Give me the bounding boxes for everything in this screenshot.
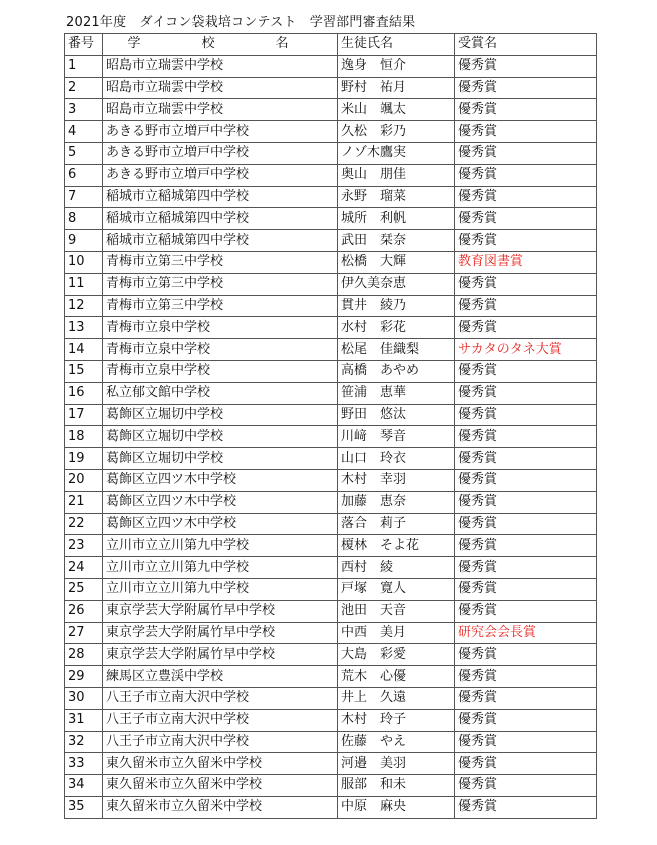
table-row (65, 731, 597, 753)
cell-school: 東京学芸大学附属竹早中学校 (103, 600, 338, 622)
cell-award: 優秀賞 (455, 491, 597, 513)
cell-student-name: 伊久美奈恵 (338, 273, 455, 295)
cell-school: 稲城市立稲城第四中学校 (103, 208, 338, 230)
cell-school: 青梅市立第三中学校 (103, 295, 338, 317)
cell-number: 9 (65, 230, 103, 252)
cell-number: 25 (65, 578, 103, 600)
cell-student-name: 逸身 恒介 (338, 55, 455, 77)
cell-award: サカタのタネ大賞 (455, 339, 597, 361)
table-row (65, 535, 597, 557)
cell-student-name: 川﨑 琴音 (338, 426, 455, 448)
cell-award: 優秀賞 (455, 469, 597, 491)
cell-number: 29 (65, 666, 103, 688)
cell-school: 八王子市立南大沢中学校 (103, 687, 338, 709)
cell-school: 東京学芸大学附属竹早中学校 (103, 644, 338, 666)
cell-student-name: 武田 栞奈 (338, 230, 455, 252)
cell-school: 八王子市立南大沢中学校 (103, 731, 338, 753)
cell-award: 優秀賞 (455, 77, 597, 99)
cell-number: 17 (65, 404, 103, 426)
cell-school: 葛飾区立堀切中学校 (103, 404, 338, 426)
cell-school: 練馬区立豊渓中学校 (103, 666, 338, 688)
cell-school: 葛飾区立四ツ木中学校 (103, 491, 338, 513)
cell-school: 立川市立立川第九中学校 (103, 535, 338, 557)
cell-number: 1 (65, 55, 103, 77)
cell-school: 私立郁文館中学校 (103, 382, 338, 404)
cell-student-name: 戸塚 寛人 (338, 578, 455, 600)
table-row (65, 469, 597, 491)
cell-school: 東久留米市立久留米中学校 (103, 796, 338, 818)
results-table (64, 33, 597, 819)
cell-award: 研究会会長賞 (455, 622, 597, 644)
table-row (65, 317, 597, 339)
table-body (65, 55, 597, 818)
cell-number: 28 (65, 644, 103, 666)
cell-number: 2 (65, 77, 103, 99)
cell-school: 葛飾区立堀切中学校 (103, 448, 338, 470)
header-student-name: 生徒氏名 (338, 34, 455, 56)
cell-student-name: 西村 綾 (338, 557, 455, 579)
cell-school: 立川市立立川第九中学校 (103, 578, 338, 600)
cell-award: 優秀賞 (455, 666, 597, 688)
header-number: 番号 (65, 34, 103, 56)
cell-award: 優秀賞 (455, 273, 597, 295)
cell-student-name: 河邉 美羽 (338, 753, 455, 775)
cell-number: 11 (65, 273, 103, 295)
cell-number: 21 (65, 491, 103, 513)
cell-number: 12 (65, 295, 103, 317)
cell-award: 優秀賞 (455, 295, 597, 317)
cell-number: 19 (65, 448, 103, 470)
cell-student-name: 山口 玲衣 (338, 448, 455, 470)
cell-student-name: 中西 美月 (338, 622, 455, 644)
cell-number: 24 (65, 557, 103, 579)
cell-award: 優秀賞 (455, 208, 597, 230)
cell-student-name: 落合 莉子 (338, 513, 455, 535)
cell-school: 青梅市立第三中学校 (103, 273, 338, 295)
cell-school: 青梅市立泉中学校 (103, 360, 338, 382)
cell-award: 優秀賞 (455, 513, 597, 535)
cell-number: 30 (65, 687, 103, 709)
cell-award: 優秀賞 (455, 644, 597, 666)
cell-student-name: 松尾 佳織梨 (338, 339, 455, 361)
cell-student-name: 大島 彩愛 (338, 644, 455, 666)
cell-award: 優秀賞 (455, 731, 597, 753)
table-row (65, 77, 597, 99)
table-header (65, 34, 597, 56)
cell-number: 14 (65, 339, 103, 361)
table-row (65, 687, 597, 709)
cell-student-name: 奥山 朋佳 (338, 164, 455, 186)
cell-student-name: 米山 颯太 (338, 99, 455, 121)
cell-award: 優秀賞 (455, 404, 597, 426)
cell-school: 葛飾区立四ツ木中学校 (103, 513, 338, 535)
table-row (65, 273, 597, 295)
table-row (65, 644, 597, 666)
cell-award: 優秀賞 (455, 317, 597, 339)
cell-student-name: 木村 幸羽 (338, 469, 455, 491)
cell-number: 32 (65, 731, 103, 753)
cell-number: 20 (65, 469, 103, 491)
cell-number: 26 (65, 600, 103, 622)
cell-student-name: 佐藤 やえ (338, 731, 455, 753)
cell-student-name: 笹浦 恵華 (338, 382, 455, 404)
cell-school: あきる野市立増戸中学校 (103, 142, 338, 164)
cell-school: あきる野市立増戸中学校 (103, 121, 338, 143)
cell-number: 16 (65, 382, 103, 404)
cell-number: 5 (65, 142, 103, 164)
table-row (65, 142, 597, 164)
table-row (65, 295, 597, 317)
cell-award: 優秀賞 (455, 382, 597, 404)
cell-award: 優秀賞 (455, 535, 597, 557)
table-row (65, 99, 597, 121)
cell-school: あきる野市立増戸中学校 (103, 164, 338, 186)
cell-number: 7 (65, 186, 103, 208)
table-row (65, 622, 597, 644)
table-row (65, 709, 597, 731)
cell-award: 優秀賞 (455, 753, 597, 775)
table-row (65, 230, 597, 252)
cell-number: 33 (65, 753, 103, 775)
table-row (65, 513, 597, 535)
table-row (65, 491, 597, 513)
table-row (65, 121, 597, 143)
cell-award: 教育図書賞 (455, 251, 597, 273)
cell-student-name: 加藤 恵奈 (338, 491, 455, 513)
cell-award: 優秀賞 (455, 142, 597, 164)
cell-number: 23 (65, 535, 103, 557)
cell-award: 優秀賞 (455, 600, 597, 622)
cell-student-name: 池田 天音 (338, 600, 455, 622)
cell-student-name: 永野 瑠菜 (338, 186, 455, 208)
cell-award: 優秀賞 (455, 448, 597, 470)
table-row (65, 775, 597, 797)
cell-student-name: 野村 祐月 (338, 77, 455, 99)
cell-school: 葛飾区立四ツ木中学校 (103, 469, 338, 491)
cell-number: 31 (65, 709, 103, 731)
table-row (65, 666, 597, 688)
table-row (65, 382, 597, 404)
cell-award: 優秀賞 (455, 121, 597, 143)
cell-school: 東久留米市立久留米中学校 (103, 753, 338, 775)
cell-student-name: 井上 久遠 (338, 687, 455, 709)
cell-school: 葛飾区立堀切中学校 (103, 426, 338, 448)
table-row (65, 360, 597, 382)
cell-award: 優秀賞 (455, 186, 597, 208)
cell-number: 18 (65, 426, 103, 448)
table-row (65, 448, 597, 470)
cell-student-name: 荒木 心優 (338, 666, 455, 688)
cell-student-name: 松橋 大輝 (338, 251, 455, 273)
cell-school: 昭島市立瑞雲中学校 (103, 55, 338, 77)
cell-school: 東京学芸大学附属竹早中学校 (103, 622, 338, 644)
table-row (65, 251, 597, 273)
table-row (65, 753, 597, 775)
cell-school: 青梅市立泉中学校 (103, 339, 338, 361)
cell-student-name: 榎林 そよ花 (338, 535, 455, 557)
cell-student-name: ノゾ木鷹実 (338, 142, 455, 164)
cell-number: 3 (65, 99, 103, 121)
cell-student-name: 中原 麻央 (338, 796, 455, 818)
cell-number: 10 (65, 251, 103, 273)
cell-number: 13 (65, 317, 103, 339)
table-row (65, 557, 597, 579)
cell-award: 優秀賞 (455, 687, 597, 709)
cell-award: 優秀賞 (455, 775, 597, 797)
table-row (65, 55, 597, 77)
cell-number: 8 (65, 208, 103, 230)
table-row (65, 186, 597, 208)
table-row (65, 404, 597, 426)
header-row (65, 34, 597, 56)
cell-student-name: 服部 和未 (338, 775, 455, 797)
table-row (65, 339, 597, 361)
cell-school: 青梅市立泉中学校 (103, 317, 338, 339)
cell-student-name: 野田 悠汰 (338, 404, 455, 426)
cell-number: 4 (65, 121, 103, 143)
cell-school: 立川市立立川第九中学校 (103, 557, 338, 579)
cell-award: 優秀賞 (455, 426, 597, 448)
cell-student-name: 木村 玲子 (338, 709, 455, 731)
table-row (65, 208, 597, 230)
cell-award: 優秀賞 (455, 99, 597, 121)
cell-number: 27 (65, 622, 103, 644)
cell-award: 優秀賞 (455, 709, 597, 731)
table-row (65, 578, 597, 600)
cell-student-name: 久松 彩乃 (338, 121, 455, 143)
table-row (65, 600, 597, 622)
cell-award: 優秀賞 (455, 578, 597, 600)
page-title: 2021年度 ダイコン袋栽培コンテスト 学習部門審査結果 (66, 15, 416, 30)
cell-award: 優秀賞 (455, 230, 597, 252)
cell-award: 優秀賞 (455, 360, 597, 382)
table-row (65, 426, 597, 448)
cell-number: 6 (65, 164, 103, 186)
cell-number: 22 (65, 513, 103, 535)
cell-school: 青梅市立第三中学校 (103, 251, 338, 273)
cell-school: 昭島市立瑞雲中学校 (103, 77, 338, 99)
cell-school: 東久留米市立久留米中学校 (103, 775, 338, 797)
header-school: 学 校 名 (103, 34, 338, 56)
cell-student-name: 貫井 綾乃 (338, 295, 455, 317)
cell-award: 優秀賞 (455, 164, 597, 186)
cell-award: 優秀賞 (455, 55, 597, 77)
cell-number: 34 (65, 775, 103, 797)
cell-school: 稲城市立稲城第四中学校 (103, 230, 338, 252)
cell-number: 15 (65, 360, 103, 382)
cell-student-name: 高橋 あやめ (338, 360, 455, 382)
cell-student-name: 水村 彩花 (338, 317, 455, 339)
table-row (65, 164, 597, 186)
cell-school: 八王子市立南大沢中学校 (103, 709, 338, 731)
header-award: 受賞名 (455, 34, 597, 56)
cell-award: 優秀賞 (455, 796, 597, 818)
cell-number: 35 (65, 796, 103, 818)
cell-student-name: 城所 利帆 (338, 208, 455, 230)
table-row (65, 796, 597, 818)
cell-award: 優秀賞 (455, 557, 597, 579)
cell-school: 稲城市立稲城第四中学校 (103, 186, 338, 208)
cell-school: 昭島市立瑞雲中学校 (103, 99, 338, 121)
